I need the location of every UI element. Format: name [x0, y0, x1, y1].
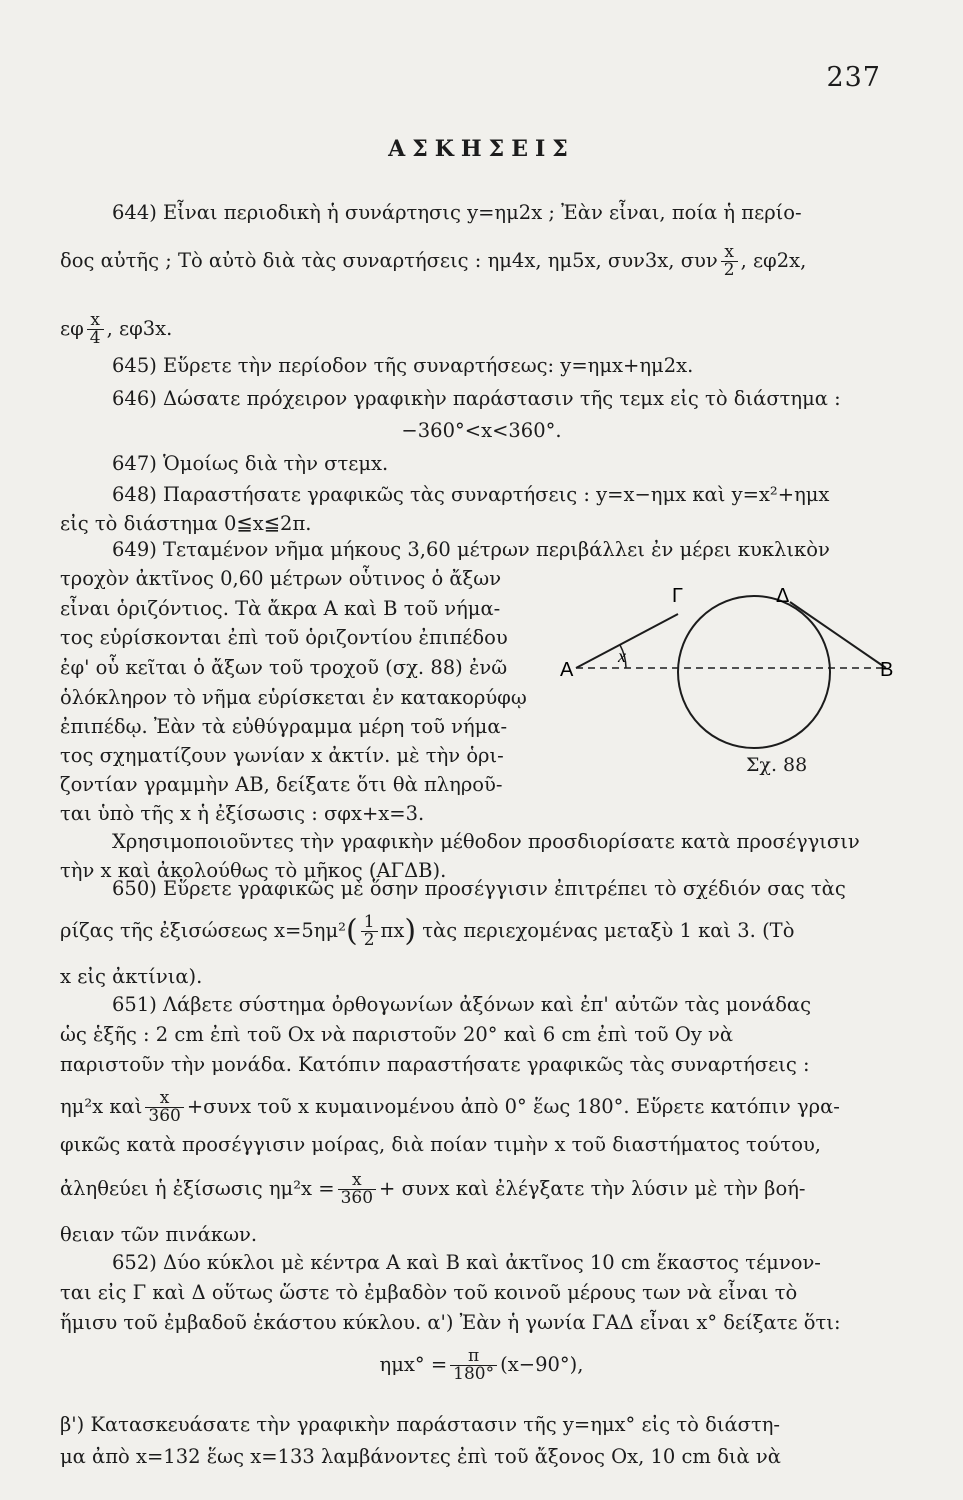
exercise-651-line: ἀληθεύει ἡ ἐξίσωσις ημ²x = $\frac{x}{360}$ + συνx καὶ ἐλέγξατε τὴν λύσιν μὲ τὴν βοή-: [60, 1170, 806, 1208]
exercise-646-line: −360°<x<360°.: [401, 419, 562, 442]
page-number: 237: [826, 62, 881, 93]
exercise-652-line: ημx° = $\frac{\pi}{180^\circ}$ (x−90°),: [379, 1346, 584, 1384]
exercise-652-line: β') Κατασκευάσατε τὴν γραφικὴν παράστασιν τῆς y=ημx° εἰς τὸ διάστη-: [60, 1413, 781, 1436]
fraction: $\frac{x}{360}$: [145, 1090, 183, 1125]
exercise-649-line: εἶναι ὁριζόντιος. Τὰ ἄκρα Α καὶ Β τοῦ νήμα-: [60, 597, 501, 620]
exercise-649-line: ται ὑπὸ τῆς x ἡ ἐξίσωσις : σφx+x=3.: [60, 802, 425, 825]
exercise-649-line: τὴν x καὶ ἀκολούθως τὸ μῆκος (ΑΓΔΒ).: [60, 859, 447, 882]
exercise-652-line: ται εἰς Γ καὶ Δ οὕτως ὥστε τὸ ἐμβαδὸν τοῦ κοινοῦ μέρους των νὰ εἶναι τὸ: [60, 1281, 798, 1304]
exercise-649-line: ζοντίαν γραμμὴν ΑΒ, δείξατε ὅτι θὰ πληροῦ-: [60, 773, 503, 796]
exercise-649-line: 649) Τεταμένον νῆμα μήκους 3,60 μέτρων περιβάλλει ἐν μέρει κυκλικὸν: [112, 538, 830, 561]
exercise-648-line: 648) Παραστήσατε γραφικῶς τὰς συναρτήσεις : y=x−ημx καὶ y=x²+ημx: [112, 483, 830, 506]
label-x: x: [618, 646, 626, 666]
tangent-line-b: [790, 602, 886, 668]
exercise-644-line: δος αὐτῆς ; Τὸ αὐτὸ διὰ τὰς συναρτήσεις : ημ4x, ημ5x, συν3x, συν $\frac{x}{2}$ , εφ2x,: [60, 242, 807, 280]
exercise-649-line: ἐπιπέδῳ. Ἐὰν τὰ εὐθύγραμμα μέρη τοῦ νήμα-: [60, 715, 508, 738]
exercise-652-line: μα ἀπὸ x=132 ἕως x=133 λαμβάνοντες ἐπὶ τοῦ ἄξονος Ox, 10 cm διὰ νὰ: [60, 1445, 781, 1468]
exercise-651-line: ημ²x καὶ $\frac{x}{360}$ +συνx τοῦ x κυμαινομένου ἀπὸ 0° ἕως 180°. Εὕρετε κατόπιν γρα-: [60, 1088, 840, 1126]
wheel-circle: [678, 596, 830, 748]
exercise-645: 645) Εὕρετε τὴν περίοδον τῆς συναρτήσεως: y=ημx+ημ2x.: [112, 354, 694, 377]
exercise-649-line: ἐφ' οὗ κεῖται ὁ ἄξων τοῦ τροχοῦ (σχ. 88) ἐνῶ: [60, 656, 508, 679]
tangent-line-a: [576, 614, 678, 668]
exercise-644-line: εφ $\frac{x}{4}$ , εφ3x.: [60, 310, 173, 348]
exercise-650-line: 650) Εὕρετε γραφικῶς μὲ ὅσην προσέγγισιν ἐπιτρέπει τὸ σχέδιόν σας τὰς: [112, 877, 846, 900]
section-heading: ΑΣΚΗΣΕΙΣ: [388, 136, 575, 162]
label-gamma: Γ: [672, 585, 684, 607]
exercise-651-line: φικῶς κατὰ προσέγγισιν μοίρας, διὰ ποίαν τιμὴν x τοῦ διαστήματος τούτου,: [60, 1133, 822, 1156]
exercise-652-line: 652) Δύο κύκλοι μὲ κέντρα Α καὶ Β καὶ ἀκτῖνος 10 cm ἕκαστος τέμνον-: [112, 1251, 821, 1274]
exercise-649-line: ὁλόκληρον τὸ νῆμα εὑρίσκεται ἐν κατακορύφῳ: [60, 686, 527, 709]
exercise-649-line: τροχὸν ἀκτῖνος 0,60 μέτρων οὗτινος ὁ ἄξων: [60, 567, 502, 590]
exercise-649-line: τος σχηματίζουν γωνίαν x ἀκτίν. μὲ τὴν ὁρι-: [60, 744, 504, 767]
exercise-651-line: θειαν τῶν πινάκων.: [60, 1223, 258, 1246]
label-delta: Δ: [776, 585, 790, 607]
label-a: Α: [560, 659, 574, 681]
exercise-648-line: εἰς τὸ διάστημα 0≦x≦2π.: [60, 512, 312, 535]
exercise-649-line: τος εὑρίσκονται ἐπὶ τοῦ ὁριζοντίου ἐπιπέδου: [60, 626, 508, 649]
fraction: $\frac{x}{2}$: [721, 244, 738, 279]
exercise-647: 647) Ὁμοίως διὰ τὴν στεμx.: [112, 452, 389, 475]
exercise-646-line: 646) Δώσατε πρόχειρον γραφικὴν παράστασιν τῆς τεμx εἰς τὸ διάστημα :: [112, 387, 841, 410]
exercise-650-line: ρίζας τῆς ἐξισώσεως x=5ημ²( $\frac{1}{2}$ πx) τὰς περιεχομένας μεταξὺ 1 καὶ 3. (Τὸ: [60, 912, 795, 950]
exercise-651-line: ὡς ἑξῆς : 2 cm ἐπὶ τοῦ Ox νὰ παριστοῦν 20° καὶ 6 cm ἐπὶ τοῦ Oy νὰ: [60, 1023, 734, 1046]
fraction: $\frac{1}{2}$: [361, 914, 378, 949]
exercise-649-line: Χρησιμοποιοῦντες τὴν γραφικὴν μέθοδον προσδιορίσατε κατὰ προσέγγισιν: [112, 830, 860, 853]
exercise-651-line: 651) Λάβετε σύστημα ὀρθογωνίων ἀξόνων καὶ ἐπ' αὐτῶν τὰς μονάδας: [112, 993, 812, 1016]
figure-caption: Σχ. 88: [746, 754, 808, 776]
exercise-644-line: 644) Εἶναι περιοδικὴ ἡ συνάρτησις y=ημ2x ; Ἐὰν εἶναι, ποία ἡ περίο-: [112, 201, 802, 224]
exercise-650-line: x εἰς ἀκτίνια).: [60, 965, 203, 988]
exercise-652-line: ἥμισυ τοῦ ἐμβαδοῦ ἑκάστου κύκλου. α') Ἐὰν ἡ γωνία ΓΑΔ εἶναι x° δείξατε ὅτι:: [60, 1311, 841, 1334]
fraction: $\frac{\pi}{180^\circ}$: [450, 1348, 497, 1383]
fraction: $\frac{x}{4}$: [87, 312, 104, 347]
label-b: Β: [880, 659, 894, 681]
fraction: $\frac{x}{360}$: [338, 1172, 376, 1207]
figure-88-diagram: [556, 584, 906, 784]
exercise-651-line: παριστοῦν τὴν μονάδα. Κατόπιν παραστήσατε γραφικῶς τὰς συναρτήσεις :: [60, 1053, 810, 1076]
